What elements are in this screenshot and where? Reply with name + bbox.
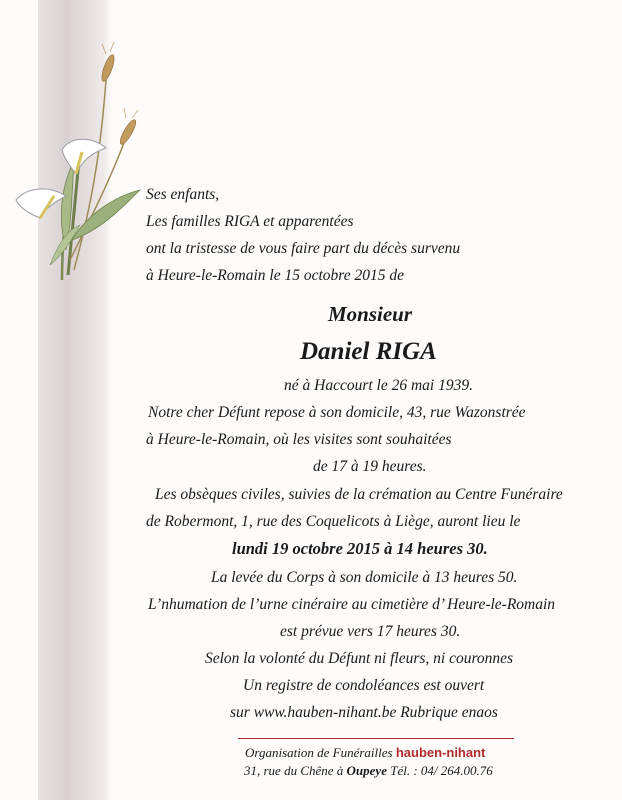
closing-line: L’nhumation de l’urne cinéraire au cimetière d’ Heure-le-Romain bbox=[148, 596, 556, 613]
intro-line: ont la tristesse de vous faire part du décès survenu bbox=[146, 240, 461, 257]
body-line: de Robermont, 1, rue des Coquelicots à Liège, auront lieu le bbox=[146, 513, 521, 530]
intro-line: Les familles RIGA et apparentées bbox=[146, 213, 354, 230]
ceremony-date: lundi 19 octobre 2015 à 14 heures 30. bbox=[232, 539, 488, 558]
address-town: Oupeye bbox=[346, 763, 387, 778]
body-line: de 17 à 19 heures. bbox=[313, 458, 427, 475]
phone-number: Tél. : 04/ 264.00.76 bbox=[390, 763, 493, 778]
deceased-title: Monsieur bbox=[328, 302, 413, 326]
body-line: Notre cher Défunt repose à son domicile, 43, rue Wazonstrée bbox=[148, 404, 526, 421]
footer-organisation bbox=[245, 745, 485, 761]
closing-line: La levée du Corps à son domicile à 13 heures 50. bbox=[211, 569, 518, 586]
closing-line: Un registre de condoléances est ouvert bbox=[243, 677, 485, 694]
footer-divider bbox=[238, 738, 514, 739]
address-prefix: 31, rue du Chêne à bbox=[244, 763, 344, 778]
body-line: à Heure-le-Romain, où les visites sont souhaitées bbox=[146, 431, 452, 448]
footer-address bbox=[244, 763, 493, 779]
body-line: Les obsèques civiles, suivies de la crémation au Centre Funéraire bbox=[155, 486, 563, 503]
closing-line: Selon la volonté du Défunt ni fleurs, ni couronnes bbox=[205, 650, 514, 667]
intro-line: Ses enfants, bbox=[146, 186, 220, 203]
deceased-name: Daniel RIGA bbox=[300, 338, 437, 365]
closing-line: est prévue vers 17 heures 30. bbox=[280, 623, 461, 640]
closing-line: sur www.hauben-nihant.be Rubrique enaos bbox=[230, 704, 498, 721]
calla-lily-wheat-icon bbox=[10, 40, 150, 290]
brand-logo-text: hauben-nihant bbox=[395, 745, 486, 760]
organisation-label: Organisation de Funérailles bbox=[245, 745, 393, 760]
body-line: né à Haccourt le 26 mai 1939. bbox=[284, 377, 473, 394]
intro-line: à Heure-le-Romain le 15 octobre 2015 de bbox=[146, 267, 404, 284]
